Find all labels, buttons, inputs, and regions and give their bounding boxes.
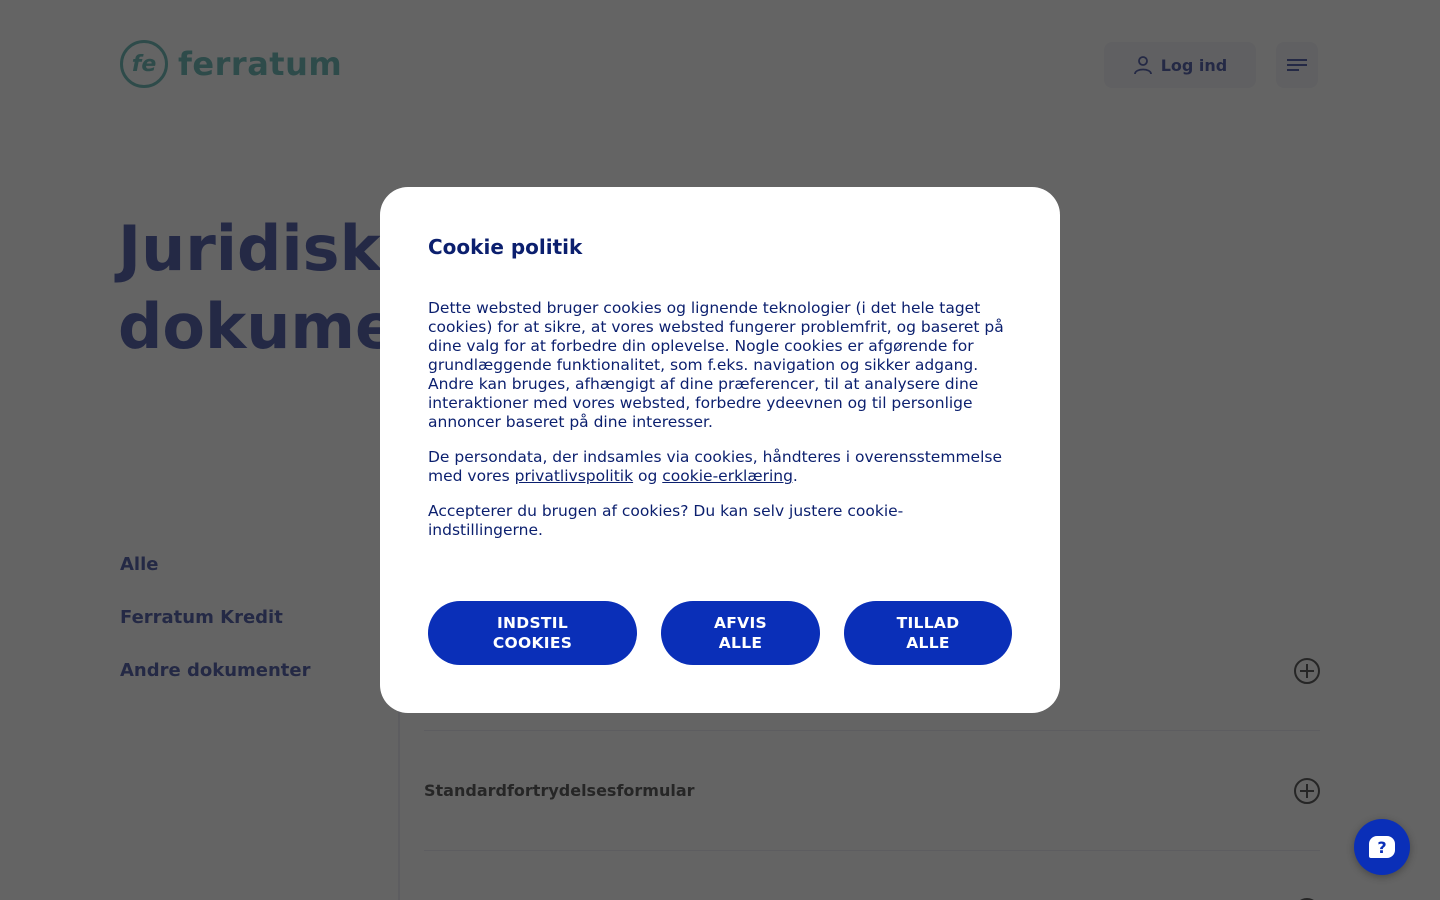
cookie-consent-dialog [380, 187, 1060, 713]
cookie-settings-button[interactable]: INDSTIL COOKIES [428, 601, 637, 665]
cookie-dialog-title: Cookie politik [428, 235, 583, 259]
privacy-policy-link[interactable]: privatlivspolitik [514, 467, 634, 485]
cookie-question: Accepterer du brugen af cookies? Du kan selv justere cookie-indstillingerne. [428, 502, 904, 539]
accept-all-button[interactable]: TILLAD ALLE [844, 601, 1012, 665]
help-chat-button[interactable] [1354, 819, 1410, 875]
cookie-description: Dette websted bruger cookies og lignende teknologier (i det hele taget cookies) for at sikre, at vores websted fungerer problemfrit, og baseret på dine valg for at forbedre din oplevelse. Nogle cookies er afgørende for grundlæggende funktionalitet, som f.eks. navigation og sikker adgang. Andre kan bruges, afhængigt af dine præferencer, til at analysere dine interaktioner med vores websted, forbedre ydeevnen og til personlige annoncer baseret på dine interesser. [428, 299, 1004, 431]
cookie-statement-link[interactable]: cookie-erklæring [662, 467, 793, 485]
cookie-buttons [428, 601, 1012, 665]
reject-all-button[interactable]: AFVIS ALLE [661, 601, 820, 665]
help-chat-icon: ? [1369, 836, 1395, 858]
cookie-data-handling-text: De persondata, der indsamles via cookies, håndteres i overensstemmelse med vores privatlivspolitik og cookie-erklæring. [428, 448, 1002, 485]
